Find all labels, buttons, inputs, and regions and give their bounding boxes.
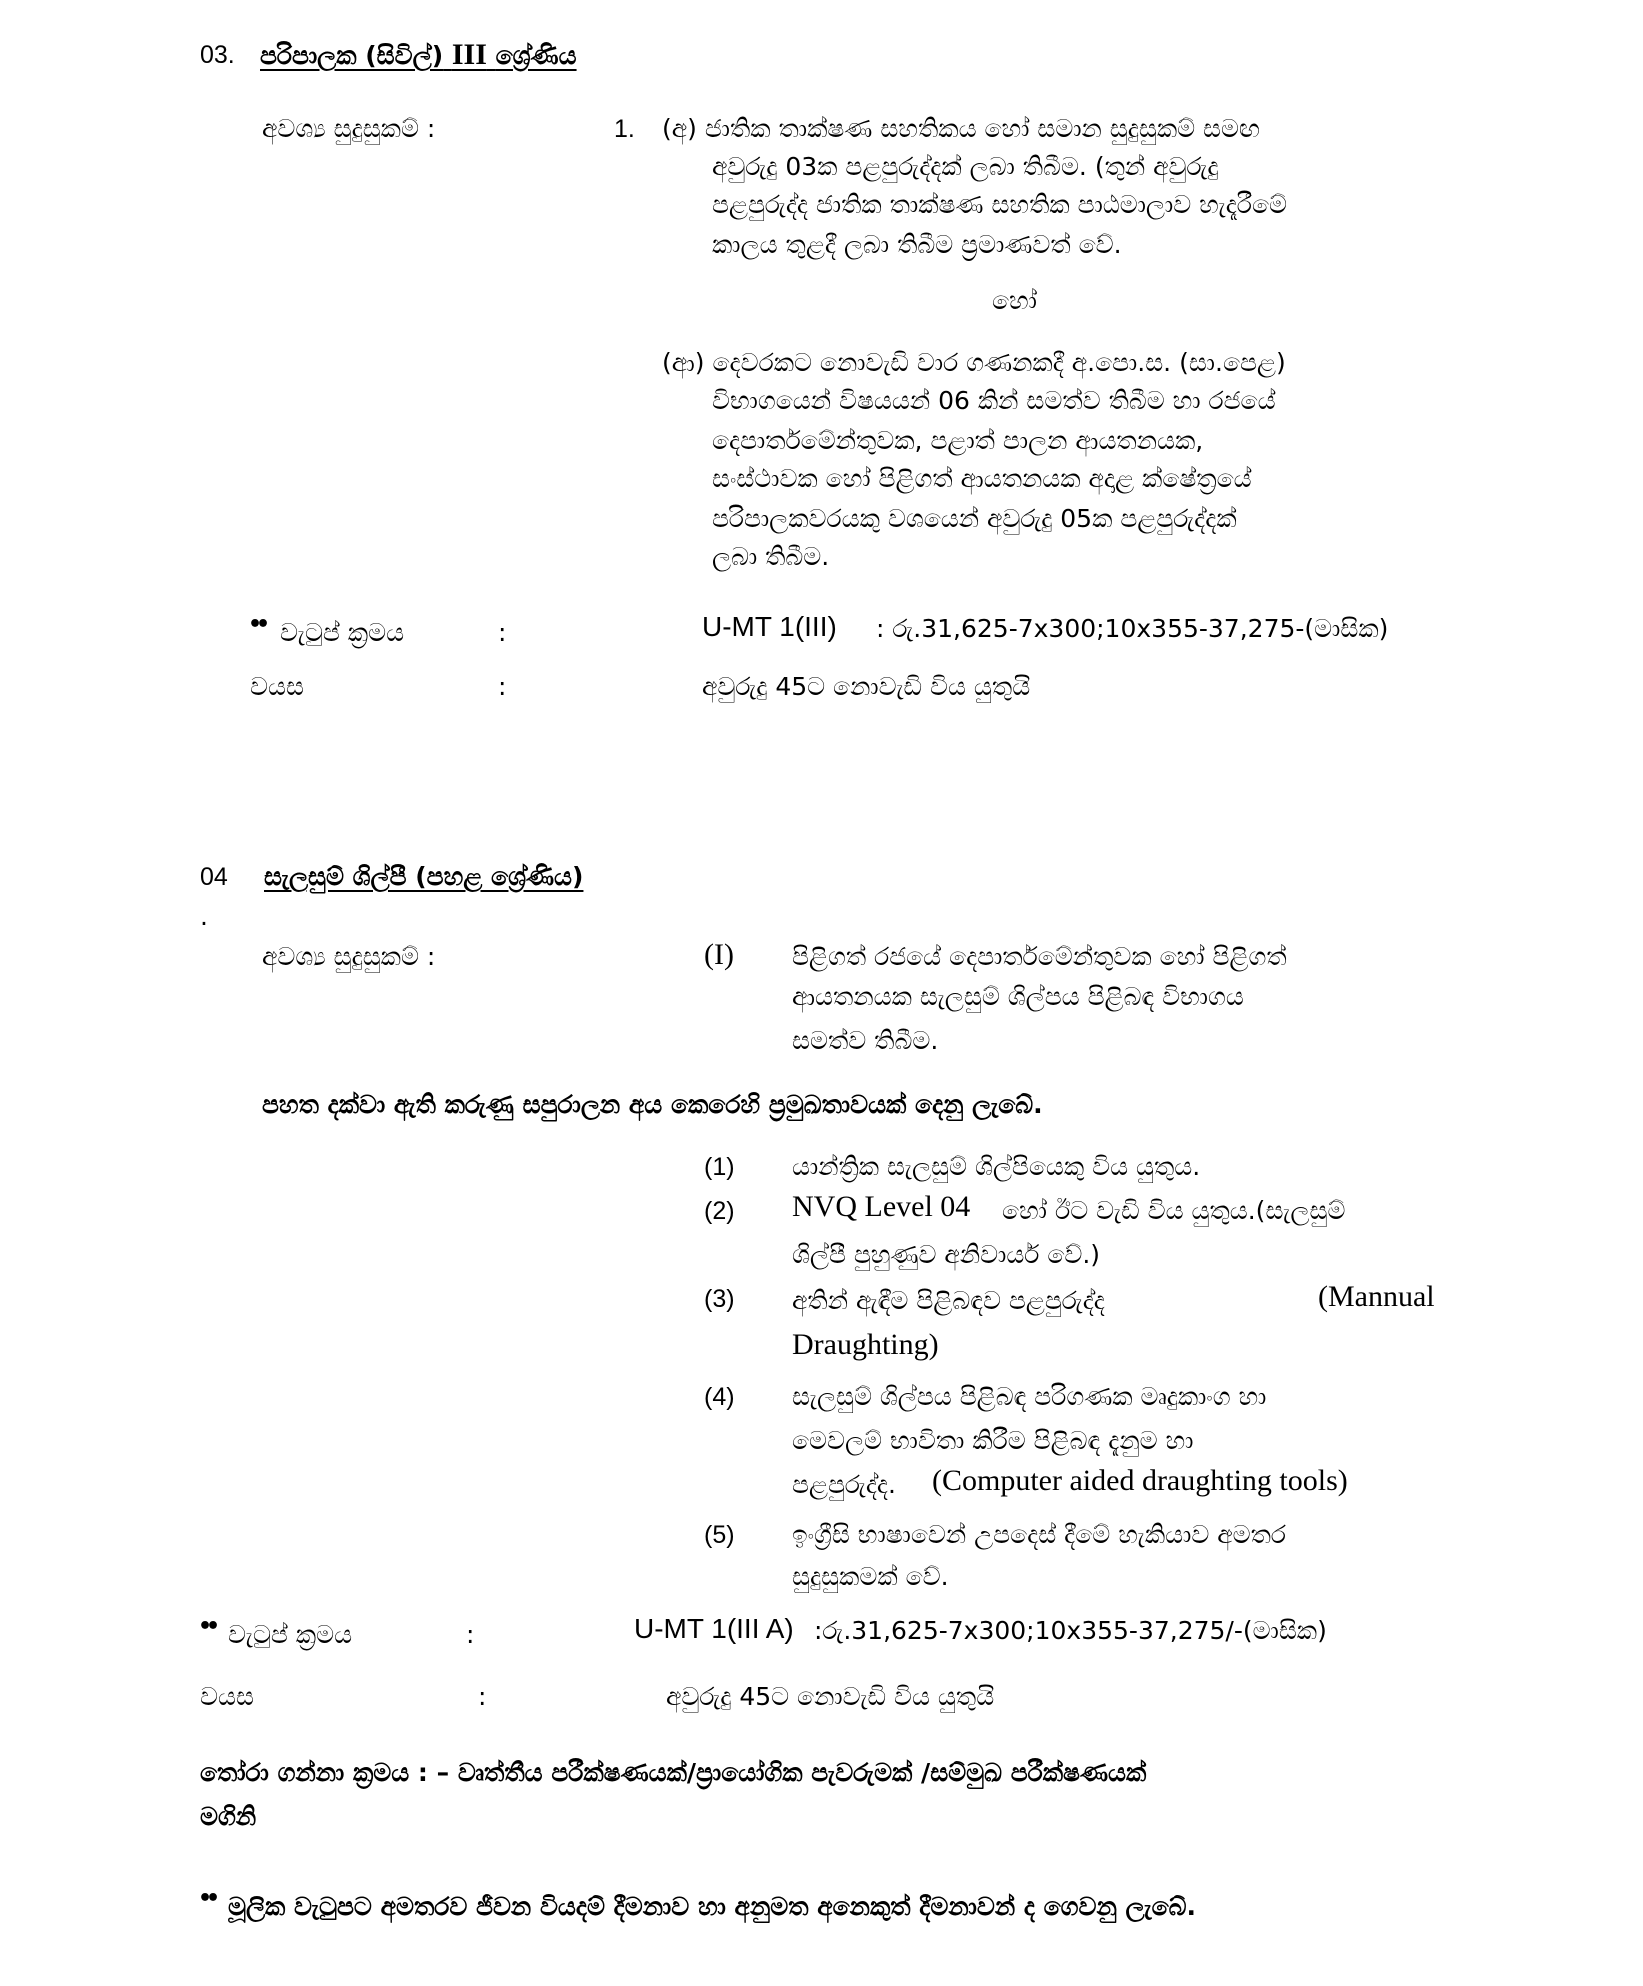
para-a-line-3: පළපුරුද්ද ජාතික තාක්ෂණ සහතික පාඨමාලාව හැදෑරීමේ [712,190,1287,219]
priority-item-text: අතින් ඇඳීම පිළිබඳව පළපුරුද්ද [792,1286,1105,1315]
age-value: අවුරුදු 45ට නොවැඩි විය යුතුයි [702,672,1031,701]
qual-line-1: පිළිගත් රජයේ දෙපාර්තමේන්තුවක හෝ පිළිගත් [792,942,1287,971]
para-a-line-1: (අ) ජාතික තාක්ෂණ සහතිකය හෝ සමාන සුදුසුකම් සමඟ [662,114,1261,143]
para-a-line-2: අවුරුදු 03ක පළපුරුද්දක් ලබා තිබීම. (තුන් අවුරුදු [712,152,1219,181]
priority-item-text: යාන්ත්‍රික සැලසුම් ශිල්පියෙකු විය යුතුය. [792,1152,1201,1181]
priority-note: පහත දක්වා ඇති කරුණු සපුරාලන අය කෙරෙහි ප්‍රමුඛතාවයක් දෙනු ලැබේ. [262,1090,1043,1119]
selection-method-line-2: මගිනි [200,1802,257,1831]
salary-code: U-MT 1(III A) [634,1613,794,1644]
priority-item-text: සුදුසුකමක් වේ. [792,1562,949,1591]
section-title [260,38,577,73]
qualifications-label: අවශ්‍ය සුදුසුකම් : [262,942,436,971]
priority-item-number: (4) [704,1383,735,1411]
footnote-marker: •• [198,1886,215,1911]
priority-item-text: මෙවලම් භාවිතා කිරීම පිළිබඳ දැනුම හා [792,1426,1194,1455]
priority-item-number: (1) [704,1153,735,1181]
salary-code: U-MT 1(III) [702,611,837,642]
salary-value: : රු.31,625-7x300;10x355-37,275-(මාසික) [876,614,1389,643]
para-b-line-5: පරිපාලකවරයකු වශයෙන් අවුරුදු 05ක පළපුරුද්දක් [712,504,1237,533]
age-colon: : [478,1682,487,1711]
age-colon: : [498,672,507,701]
qual-line-3: සමත්ව තිබීම. [792,1026,939,1055]
salary-colon: : [498,618,507,647]
section-number: 03. [200,41,235,69]
section-number: 04 [200,863,228,891]
section-title-part-b: ශ්‍රේණිය [495,41,577,70]
age-value: අවුරුදු 45ට නොවැඩි විය යුතුයි [666,1682,995,1711]
item-number: 1. [614,115,635,143]
stray-dot: . [200,902,208,931]
selection-method-line-1: තෝරා ගන්නා ක්‍රමය : – වෘත්තීය පරීක්ෂණයක්/ප්‍රායෝගික පැවරුමක් /සම්මුඛ පරීක්ෂණයක් [200,1758,1147,1787]
footnote-marker: •• [198,1614,215,1639]
section-title: සැලසුම් ශිල්පී (පහළ ශ්‍රේණිය) [264,862,584,891]
qualifications-label: අවශ්‍ය සුදුසුකම් : [262,114,436,143]
age-label: වයස [250,672,304,701]
priority-item-text: ශිල්පී පුහුණුව අනිවාර්ය වේ.) [792,1240,1101,1269]
section-title-part-a: පරිපාලක (සිවිල්) [260,41,444,70]
roman-numeral: (I) [704,938,734,971]
salary-colon: : [466,1620,475,1649]
para-b-line-1: (ආ) දෙවරකට නොවැඩි වාර ගණනකදී අ.පො.ස. (සා.පෙළ) [662,348,1286,377]
priority-item-text: ඉංග්‍රීසි භාෂාවෙන් උපදෙස් දීමේ හැකියාව අමතර [792,1520,1287,1549]
para-b-line-4: සංස්ථාවක හෝ පිළිගත් ආයතනයක අදාළ ක්ෂේත්‍රයේ [712,464,1252,493]
priority-item-english: (Mannual [1318,1280,1435,1313]
age-label: වයස [200,1682,254,1711]
para-b-line-3: දෙපාර්තමේන්තුවක, පළාත් පාලන ආයතනයක, [712,426,1204,455]
footnote-marker: •• [248,612,265,637]
priority-item-text: හෝ ඊට වැඩි විය යුතුය.(සැලසුම් [1002,1196,1346,1225]
para-b-line-2: විභාගයෙන් විෂයයන් 06 කින් සමත්ව තිබීම හා රජයේ [712,386,1276,415]
priority-item-english: (Computer aided draughting tools) [932,1464,1348,1497]
priority-item-number: (2) [704,1197,735,1225]
priority-item-text: පළපුරුද්ද. [792,1470,896,1499]
footnote-text: මූලික වැටුපට අමතරව ජීවන වියදම් දීමනාව හා අනුමත අනෙකුත් දීමනාවන් ද ගෙවනු ලැබේ. [228,1892,1196,1921]
qual-line-2: ආයතනයක සැලසුම් ශිල්පය පිළිබඳ විභාගය [792,982,1244,1011]
salary-value: :රු.31,625-7x300;10x355-37,275/-(මාසික) [814,1616,1327,1645]
or-separator: හෝ [992,286,1037,315]
priority-item-number: (5) [704,1521,735,1549]
para-b-line-6: ලබා තිබීම. [712,542,830,571]
para-a-line-4: කාලය තුළදී ලබා තිබීම ප්‍රමාණවත් වේ. [712,230,1122,259]
salary-label: වැටුප් ක්‍රමය [280,618,405,647]
priority-item-text: සැලසුම් ශිල්පය පිළිබඳ පරිගණක මෘදුකාංග හා [792,1382,1267,1411]
priority-item-number: (3) [704,1285,735,1313]
priority-item-english: Draughting) [792,1328,939,1361]
salary-label: වැටුප් ක්‍රමය [228,1620,353,1649]
section-title-grade: III [451,38,487,71]
nvq-level-text: NVQ Level 04 [792,1190,971,1223]
